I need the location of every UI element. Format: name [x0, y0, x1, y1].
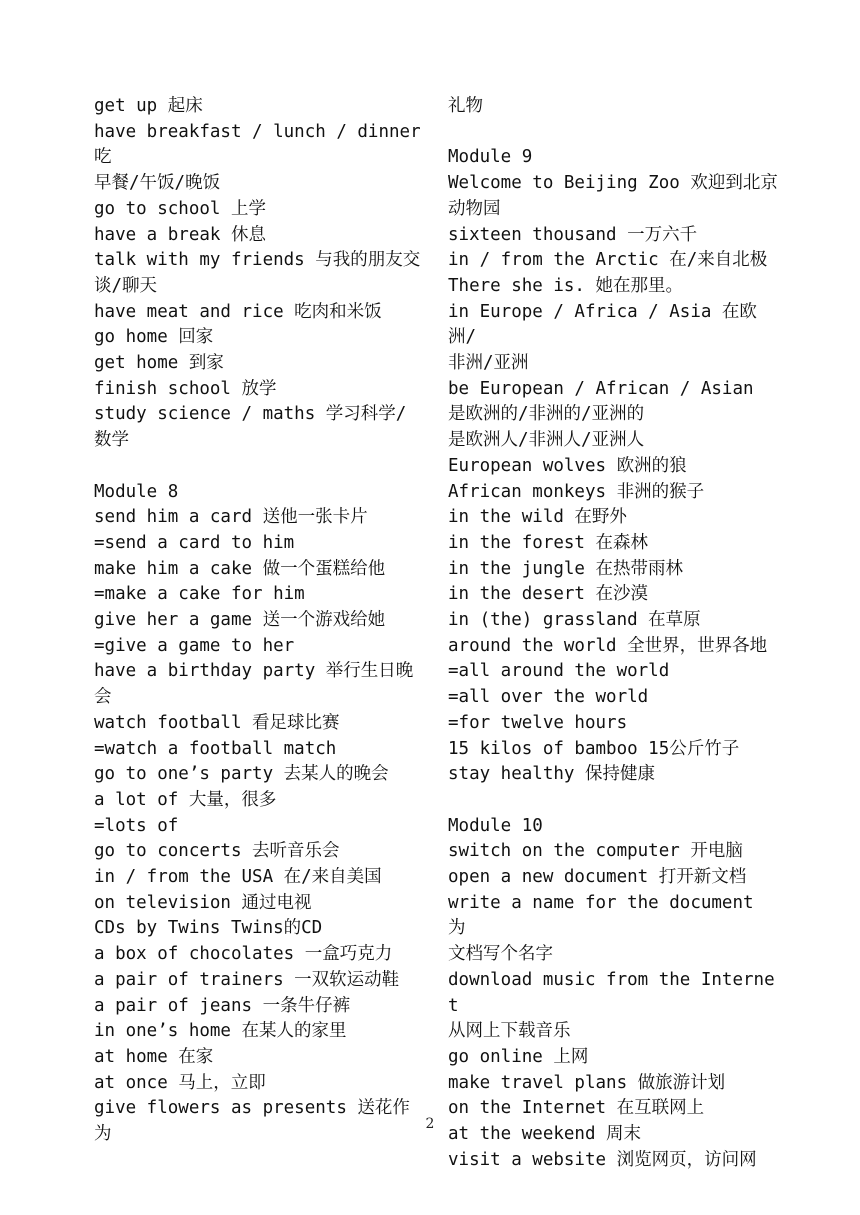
text-line: have meat and rice 吃肉和米饭: [94, 301, 382, 322]
text-line: at home 在家: [94, 1047, 214, 1067]
text-line: have breakfast / lunch / dinner 吃: [94, 121, 432, 168]
text-line: 是欧洲人/非洲人/亚洲人: [448, 430, 645, 451]
text-line: in (the) grassland 在草原: [448, 610, 701, 631]
text-line: go to one’s party 去某人的晚会: [94, 764, 389, 785]
text-line: 文档写个名字: [448, 944, 553, 965]
text-line: =for twelve hours: [448, 712, 628, 733]
text-line: 礼物: [448, 96, 483, 116]
text-line: download music from the Internet: [448, 969, 775, 1016]
text-line: around the world 全世界，世界各地: [448, 635, 768, 656]
text-line: make travel plans 做旅游计划: [448, 1072, 726, 1093]
text-line: have a break 休息: [94, 224, 266, 245]
text-line: in one’s home 在某人的家里: [94, 1021, 347, 1042]
text-line: switch on the computer 开电脑: [448, 841, 743, 862]
text-line: a pair of trainers 一双软运动鞋: [94, 969, 400, 990]
text-line: be European / African / Asian: [448, 378, 754, 399]
text-line: make him a cake 做一个蛋糕给他: [94, 558, 386, 579]
text-line: go online 上网: [448, 1046, 589, 1067]
text-line: get home 到家: [94, 353, 224, 374]
text-line: 数学: [94, 430, 129, 451]
left-column: [94, 94, 432, 1148]
text-line: a lot of 大量，很多: [94, 789, 277, 810]
text-line: There she is. 她在那里。: [448, 275, 684, 296]
text-line: in the desert 在沙漠: [448, 584, 649, 605]
text-line: study science / maths 学习科学/: [94, 404, 407, 425]
text-line: on television 通过电视: [94, 892, 312, 913]
text-line: in Europe / Africa / Asia 在欧洲/: [448, 301, 757, 348]
text-line: 从网上下载音乐: [448, 1021, 571, 1042]
right-column: [448, 94, 778, 1174]
page-number: 2: [425, 1116, 435, 1132]
text-line: at the weekend 周末: [448, 1124, 642, 1145]
text-line: [448, 120, 778, 146]
text-line: write a name for the document 为: [448, 892, 765, 939]
text-line: in the forest 在森林: [448, 532, 649, 553]
text-line: get up 起床: [94, 96, 203, 116]
text-line: 动物园: [448, 198, 501, 219]
text-line: stay healthy 保持健康: [448, 764, 655, 785]
text-line: watch football 看足球比赛: [94, 712, 340, 733]
text-line: go to concerts 去听音乐会: [94, 841, 340, 862]
text-line: 早餐/午饭/晚饭: [94, 173, 221, 194]
text-line: =give a game to her: [94, 635, 295, 656]
text-line: finish school 放学: [94, 378, 277, 399]
text-line: [94, 454, 424, 480]
text-line: visit a website 浏览网页，访问网: [448, 1149, 757, 1170]
text-line: give her a game 送一个游戏给她: [94, 610, 386, 631]
text-line: =make a cake for him: [94, 584, 305, 605]
text-line: go home 回家: [94, 327, 214, 348]
text-line: 15 kilos of bamboo 15公斤竹子: [448, 738, 740, 759]
text-line: =lots of: [94, 815, 179, 836]
text-line: in the wild 在野外: [448, 507, 627, 528]
text-line: Welcome to Beijing Zoo 欢迎到北京: [448, 173, 778, 194]
text-line: open a new document 打开新文档: [448, 867, 747, 888]
text-line: Module 9: [448, 147, 533, 168]
text-line: in the jungle 在热带雨林: [448, 558, 684, 579]
text-line: =all over the world: [448, 687, 649, 708]
text-line: =send a card to him: [94, 532, 295, 553]
text-line: at once 马上，立即: [94, 1072, 266, 1093]
text-line: European wolves 欧洲的狼: [448, 455, 687, 476]
text-line: 非洲/亚洲: [448, 353, 529, 374]
text-line: Module 10: [448, 815, 543, 836]
text-line: African monkeys 非洲的猴子: [448, 481, 705, 502]
text-line: give flowers as presents 送花作为: [94, 1098, 410, 1145]
text-line: 谈/聊天: [94, 275, 158, 296]
text-line: Module 8: [94, 481, 179, 502]
text-line: =all around the world: [448, 661, 670, 682]
text-line: CDs by Twins Twins的CD: [94, 918, 323, 939]
text-line: 是欧洲的/非洲的/亚洲的: [448, 404, 645, 425]
text-line: sixteen thousand 一万六千: [448, 224, 698, 245]
text-line: send him a card 送他一张卡片: [94, 507, 368, 528]
text-line: =watch a football match: [94, 738, 337, 759]
text-line: [448, 788, 778, 814]
text-line: go to school 上学: [94, 198, 266, 219]
text-line: on the Internet 在互联网上: [448, 1098, 705, 1119]
text-line: 会: [94, 687, 112, 708]
text-line: in / from the USA 在/来自美国: [94, 867, 382, 888]
text-line: talk with my friends 与我的朋友交: [94, 250, 421, 271]
text-line: have a birthday party 举行生日晚: [94, 661, 414, 682]
text-line: in / from the Arctic 在/来自北极: [448, 250, 768, 271]
text-line: a box of chocolates 一盒巧克力: [94, 944, 393, 965]
text-line: a pair of jeans 一条牛仔裤: [94, 995, 351, 1016]
